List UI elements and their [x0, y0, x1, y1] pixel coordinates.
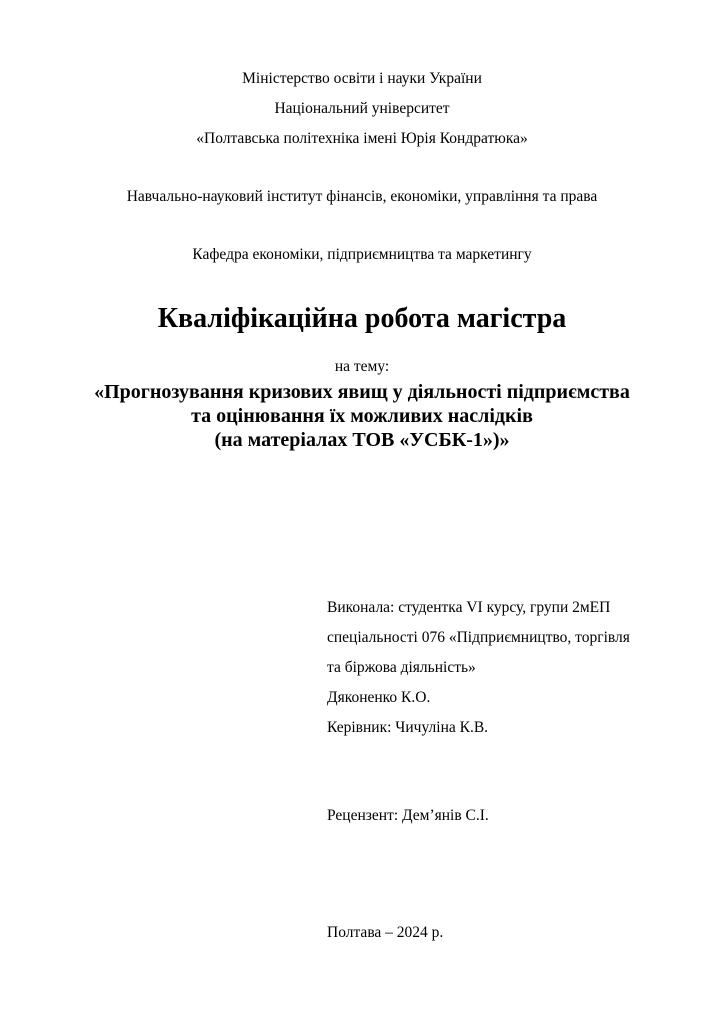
university-line: Національний університет	[274, 100, 450, 117]
institute-line: Навчально-науковий інститут фінансів, економіки, управління та права	[126, 188, 598, 205]
author-info-line-2: спеціальності 076 «Підприємництво, торгівля	[327, 629, 630, 646]
author-name: Дяконенко К.О.	[327, 689, 431, 706]
author-info-line-1: Виконала: студентка VI курсу, групи 2мЕП	[327, 599, 611, 616]
author-info-line-3: та біржова діяльність»	[327, 659, 476, 676]
reviewer-line: Рецензент: Дем’янів С.І.	[327, 807, 489, 824]
topic-line-3: (на матеріалах ТОВ «УСБК-1»)»	[214, 429, 510, 451]
ministry-line: Міністерство освіти і науки України	[242, 70, 482, 87]
topic-line-1: «Прогнозування кризових явищ у діяльності підприємства	[94, 381, 630, 403]
city-year-line: Полтава – 2024 р.	[327, 924, 444, 941]
department-line: Кафедра економіки, підприємництва та маркетингу	[192, 246, 532, 263]
document-title: Кваліфікаційна робота магістра	[157, 303, 567, 334]
topic-intro: на тему:	[334, 358, 390, 375]
topic-line-2: та оцінювання їх можливих наслідків	[191, 405, 533, 427]
supervisor-line: Керівник: Чичуліна К.В.	[327, 719, 489, 736]
university-name-line: «Полтавська політехніка імені Юрія Кондратюка»	[196, 130, 528, 147]
